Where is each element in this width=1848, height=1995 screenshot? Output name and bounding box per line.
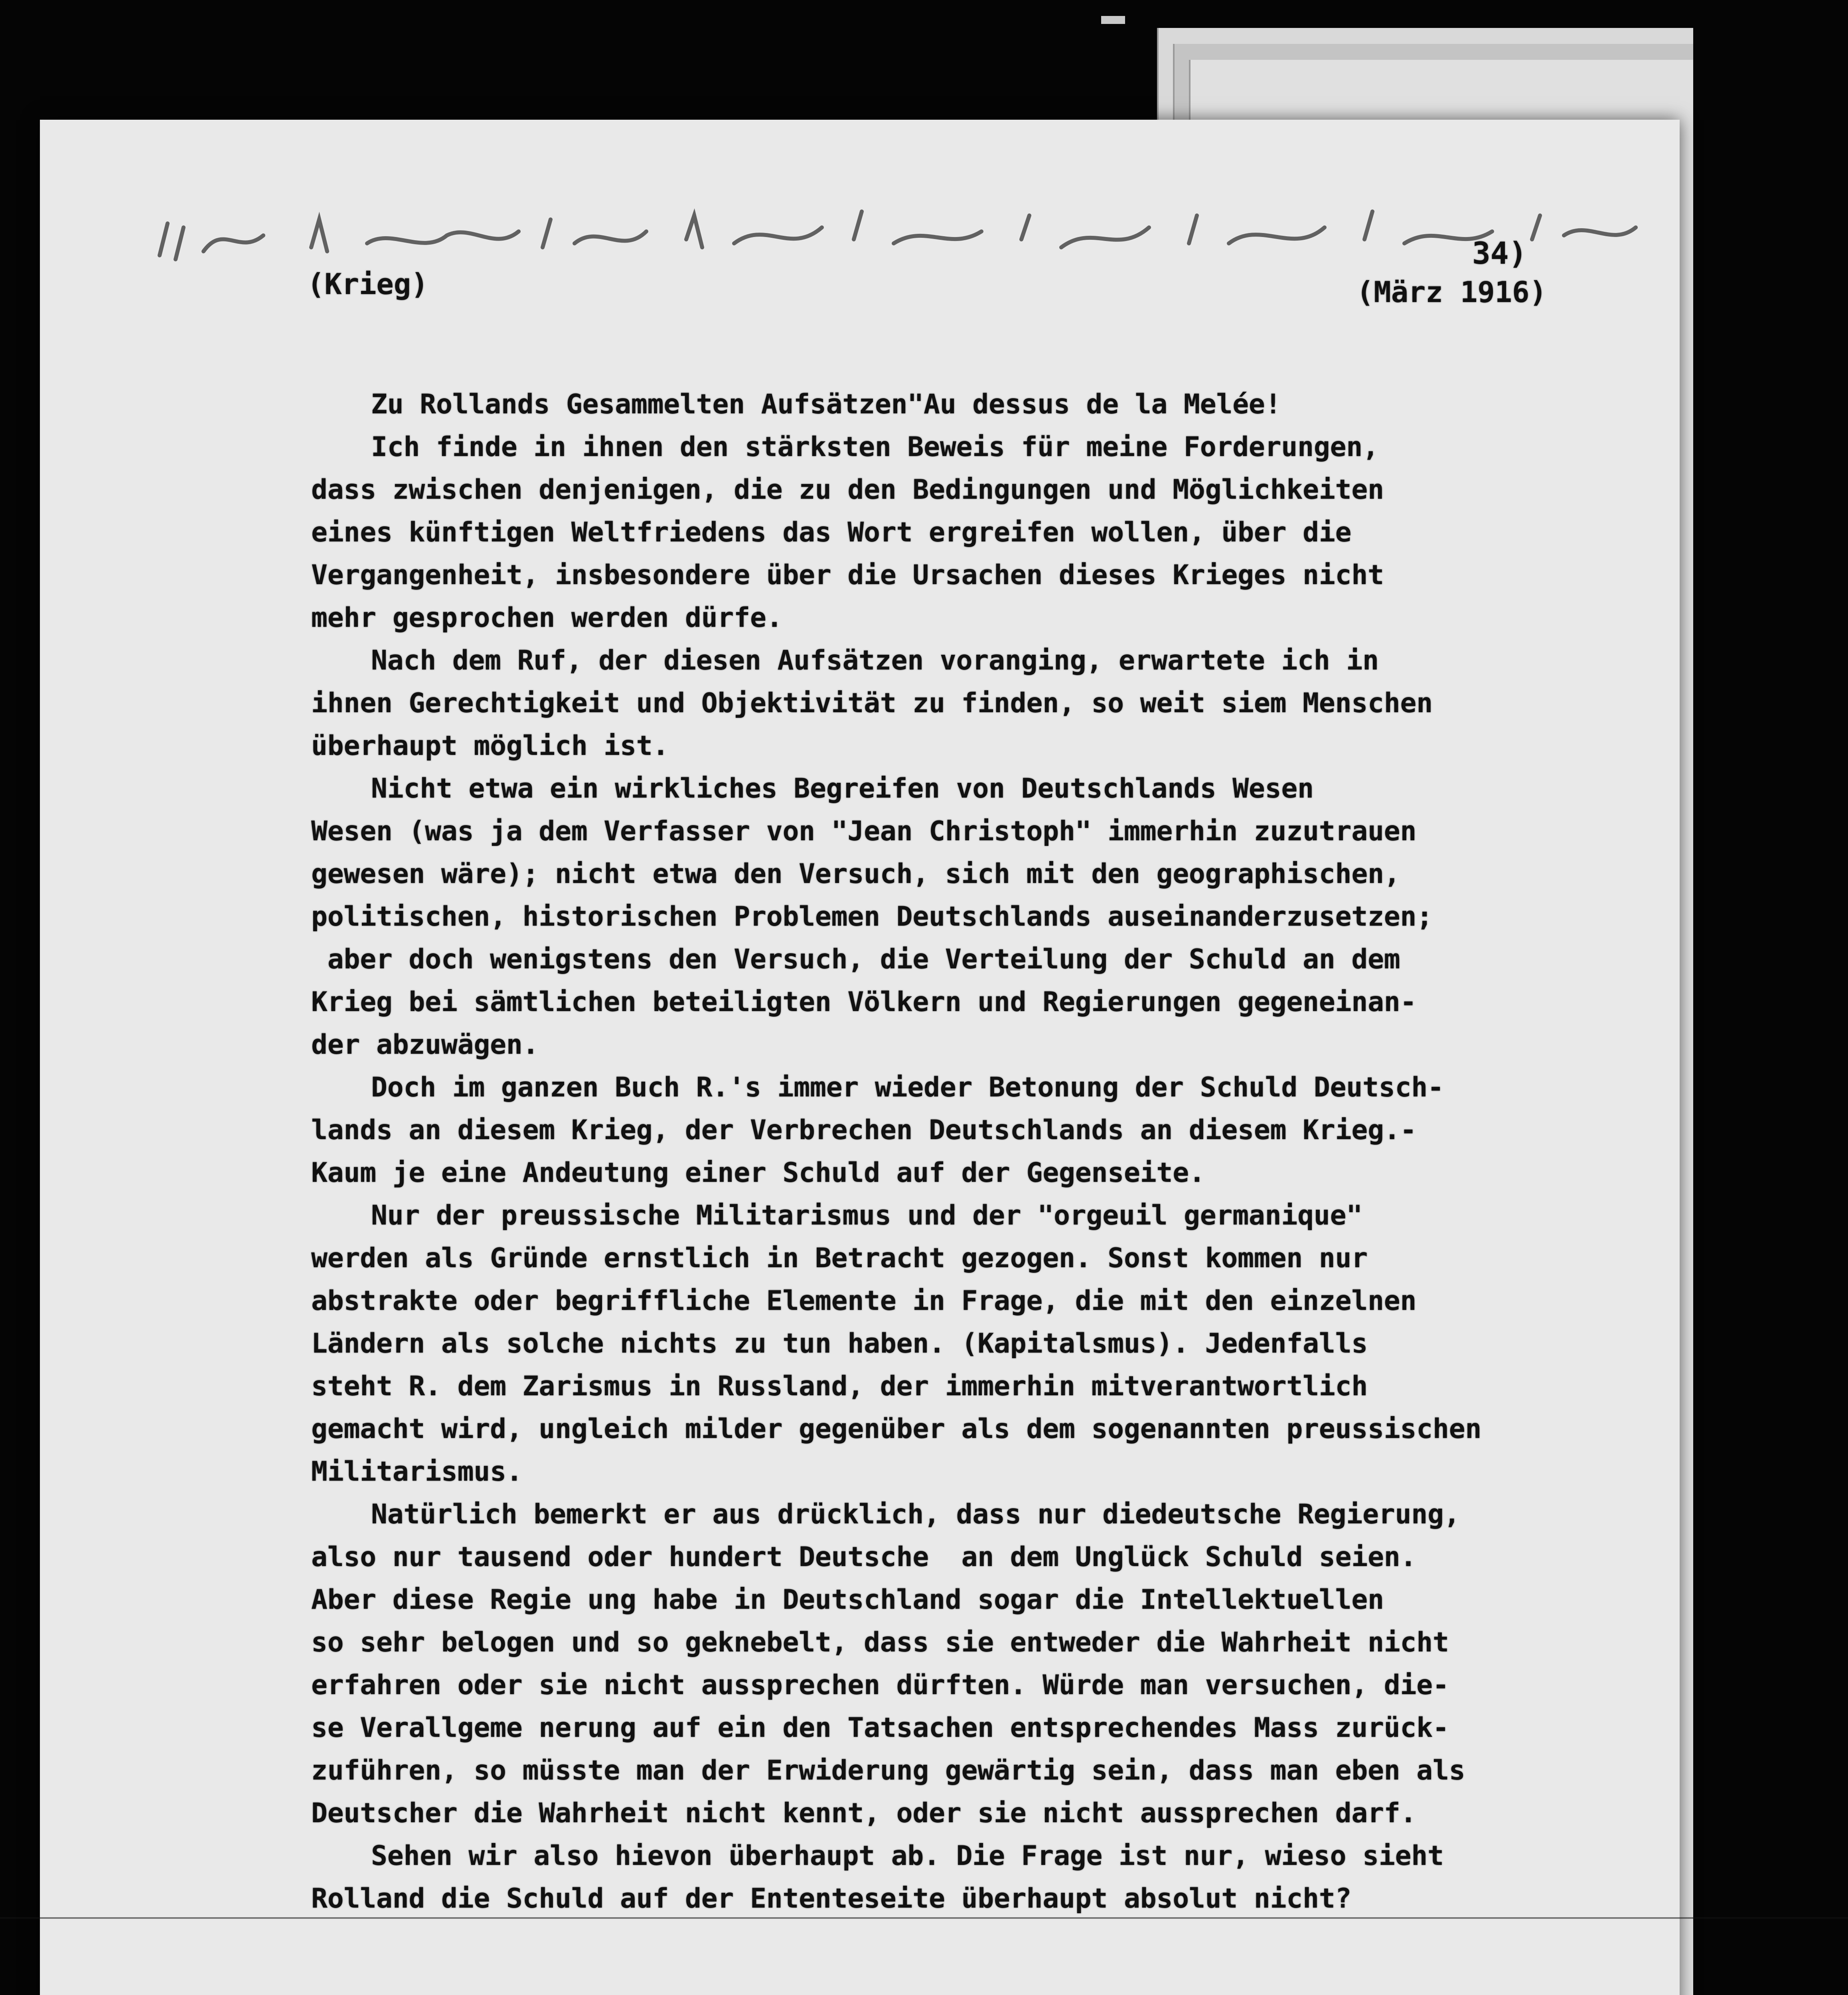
text-line: Ich finde in ihnen den stärksten Beweis für meine Forderungen, bbox=[371, 431, 1379, 463]
text-line: also nur tausend oder hundert Deutsche an dem Unglück Schuld seien. bbox=[311, 1541, 1417, 1573]
text-line: erfahren oder sie nicht aussprechen dürften. Würde man versuchen, die- bbox=[311, 1669, 1449, 1701]
text-line: eines künftigen Weltfriedens das Wort ergreifen wollen, über die bbox=[311, 517, 1352, 548]
text-line: dass zwischen denjenigen, die zu den Bedingungen und Möglichkeiten bbox=[311, 474, 1384, 506]
text-line: Doch im ganzen Buch R.'s immer wieder Betonung der Schuld Deutsch- bbox=[371, 1072, 1444, 1103]
text-line: se Verallgeme nerung auf ein den Tatsachen entsprechendes Mass zurück- bbox=[311, 1712, 1449, 1744]
text-line: der abzuwägen. bbox=[311, 1029, 539, 1061]
text-line: gewesen wäre); nicht etwa den Versuch, sich mit den geographischen, bbox=[311, 858, 1400, 890]
text-line: Aber diese Regie ung habe in Deutschland sogar die Intellektuellen bbox=[311, 1584, 1384, 1616]
text-line: lands an diesem Krieg, der Verbrechen Deutschlands an diesem Krieg.- bbox=[311, 1114, 1417, 1146]
text-line: Sehen wir also hievon überhaupt ab. Die Frage ist nur, wieso sieht bbox=[371, 1840, 1444, 1872]
text-line: werden als Gründe ernstlich in Betracht gezogen. Sonst kommen nur bbox=[311, 1242, 1368, 1274]
text-line: Krieg bei sämtlichen beteiligten Völkern und Regierungen gegeneinan- bbox=[311, 986, 1417, 1018]
page-number: 34) bbox=[1472, 235, 1527, 271]
bleed-through-text bbox=[391, 1931, 1708, 1995]
text-line: ihnen Gerechtigkeit und Objektivität zu finden, so weit siem Menschen bbox=[311, 687, 1433, 719]
text-line: steht R. dem Zarismus in Russland, der immerhin mitverantwortlich bbox=[311, 1371, 1368, 1402]
text-line: so sehr belogen und so geknebelt, dass sie entweder die Wahrheit nicht bbox=[311, 1627, 1449, 1658]
text-line: Nicht etwa ein wirkliches Begreifen von Deutschlands Wesen bbox=[371, 773, 1314, 804]
text-line: Vergangenheit, insbesondere über die Ursachen dieses Krieges nicht bbox=[311, 559, 1384, 591]
text-line: politischen, historischen Problemen Deutschlands auseinanderzusetzen; bbox=[311, 901, 1433, 932]
text-line: Natürlich bemerkt er aus drücklich, dass nur diedeutsche Regierung, bbox=[371, 1499, 1460, 1530]
text-line: Wesen (was ja dem Verfasser von "Jean Christoph" immerhin zuzutrauen bbox=[311, 816, 1417, 847]
text-line: Militarismus. bbox=[311, 1456, 523, 1487]
text-line: Deutscher die Wahrheit nicht kennt, oder sie nicht aussprechen darf. bbox=[311, 1797, 1417, 1829]
text-line: zuführen, so müsste man der Erwiderung gewärtig sein, dass man eben als bbox=[311, 1755, 1465, 1786]
title-line: Zu Rollands Gesammelten Aufsätzen"Au dessus de la Melée! bbox=[371, 389, 1281, 420]
film-edge-line bbox=[0, 1917, 1848, 1919]
text-line: gemacht wird, ungleich milder gegenüber als dem sogenannten preussischen bbox=[311, 1413, 1482, 1445]
text-line: überhaupt möglich ist. bbox=[311, 730, 669, 762]
text-line: Nur der preussische Militarismus und der "orgeuil germanique" bbox=[371, 1200, 1363, 1231]
text-line: Rolland die Schuld auf der Ententeseite überhaupt absolut nicht? bbox=[311, 1883, 1352, 1914]
date-label: (März 1916) bbox=[1356, 275, 1547, 309]
typed-body bbox=[311, 383, 1708, 1920]
text-line: Kaum je eine Andeutung einer Schuld auf der Gegenseite. bbox=[311, 1157, 1205, 1189]
text-line: Nach dem Ruf, der diesen Aufsätzen voranging, erwartete ich in bbox=[371, 645, 1379, 676]
clip-mark bbox=[1101, 16, 1125, 24]
text-line: mehr gesprochen werden dürfe. bbox=[311, 602, 783, 634]
text-line: abstrakte oder begriffliche Elemente in Frage, die mit den einzelnen bbox=[311, 1285, 1417, 1317]
category-label: (Krieg) bbox=[307, 267, 428, 301]
text-line: Ländern als solche nichts zu tun haben. (Kapitalsmus). Jedenfalls bbox=[311, 1328, 1368, 1359]
text-line: aber doch wenigstens den Versuch, die Verteilung der Schuld an dem bbox=[311, 944, 1400, 975]
